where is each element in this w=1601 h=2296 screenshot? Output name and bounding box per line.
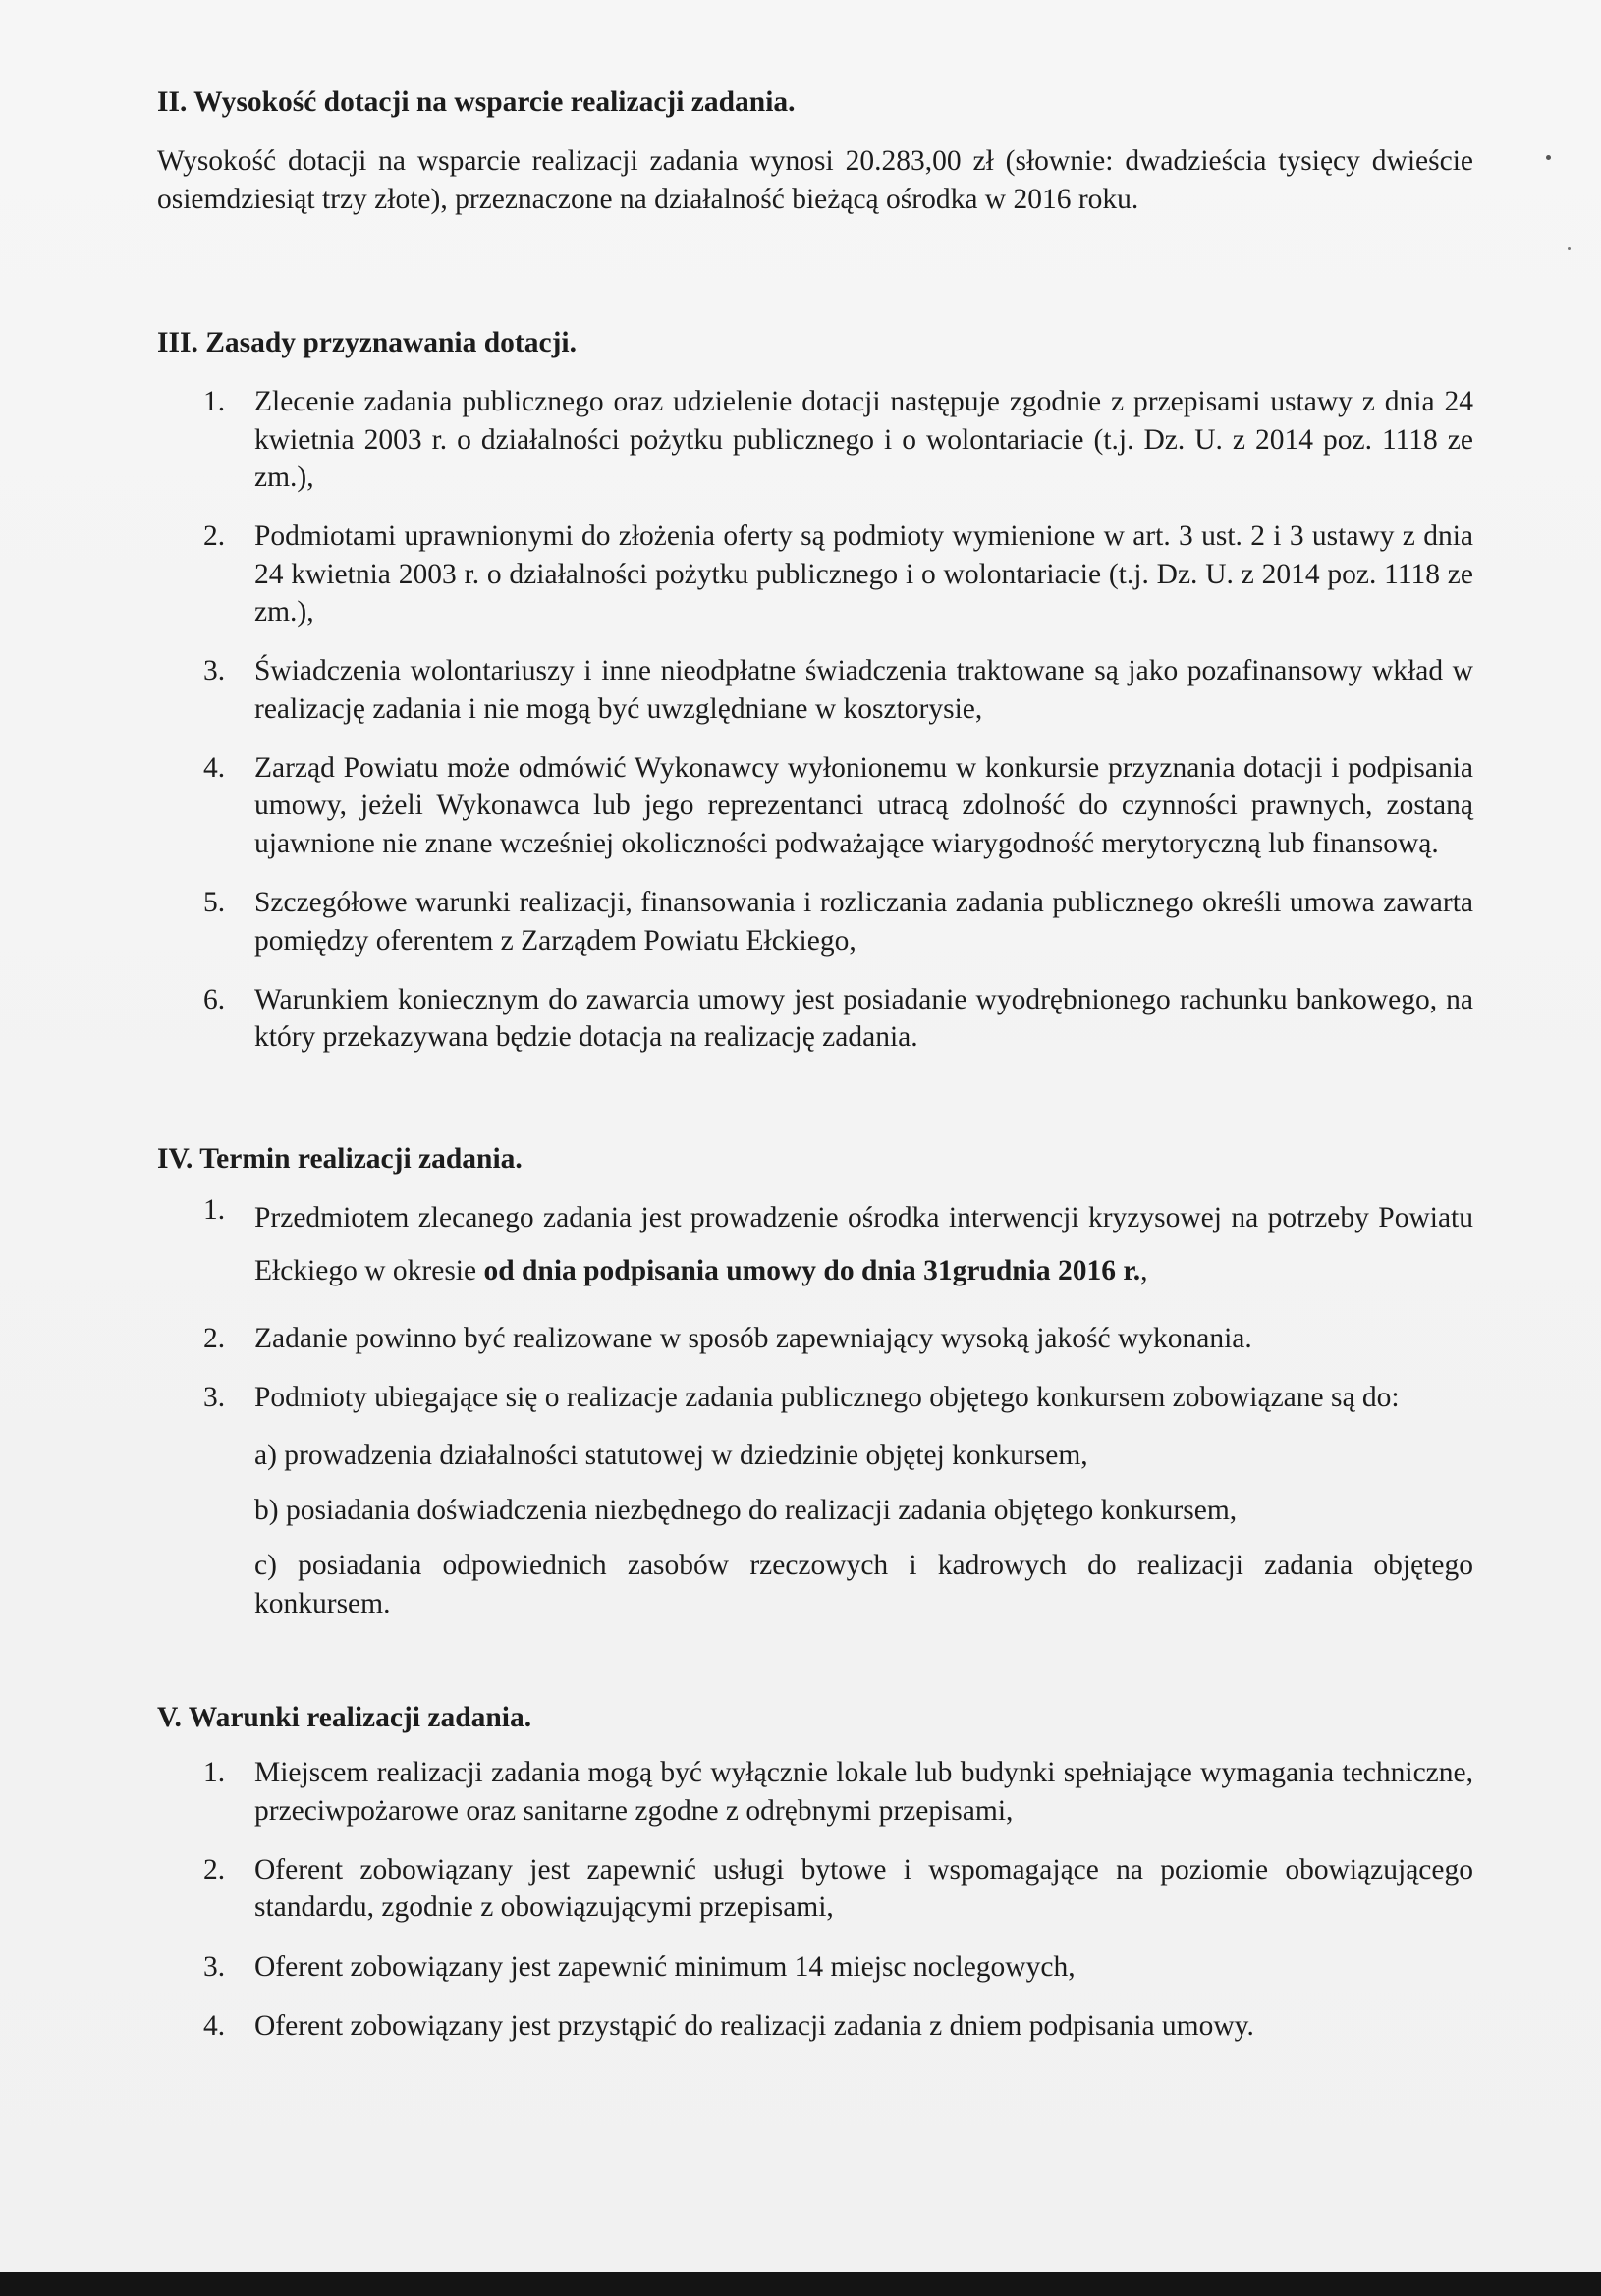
item-number: 4. xyxy=(203,2010,226,2043)
list-item xyxy=(157,884,1473,959)
item-text: Podmioty ubiegające się o realizacje zadania publicznego objętego konkursem zobowiązane są do: xyxy=(254,1382,1400,1414)
list-item xyxy=(157,518,1473,630)
item-text: Zarząd Powiatu może odmówić Wykonawcy wyłonionemu w konkursie przyznania dotacji i podpisania umowy, jeżeli Wykonawca lub jego reprezentanci utracą zdolność do czynności prawnych, zostaną ujawnione nie znane wcześniej okoliczności podważające wiarygodność merytoryczną lub finansową. xyxy=(254,752,1473,859)
item-text: Świadczenia wolontariuszy i inne nieodpłatne świadczenia traktowane są jako pozafinansowy wkład w realizację zadania i nie mogą być uwzględniane w kosztorysie, xyxy=(254,655,1473,725)
item-number: 1. xyxy=(203,1757,226,1789)
item-number: 2. xyxy=(203,1323,226,1354)
item-text-part: Przedmiotem zlecanego zadania jest prowadzenie ośrodka interwencji kryzysowej na potrzeby Powiatu Ełckiego w okresie xyxy=(254,1201,1473,1287)
list-item xyxy=(157,2007,1473,2045)
item-number: 4. xyxy=(203,752,226,785)
item-number: 2. xyxy=(203,1854,226,1886)
scan-speck xyxy=(1568,247,1571,250)
scan-speck xyxy=(1546,155,1551,160)
list-item xyxy=(157,1948,1473,1986)
document-body xyxy=(157,83,1473,2066)
section-2 xyxy=(157,83,1473,218)
list-item xyxy=(157,1320,1473,1357)
list-item xyxy=(157,749,1473,862)
item-text-block xyxy=(254,1379,1473,1622)
list-item xyxy=(157,383,1473,496)
item-text: Szczegółowe warunki realizacji, finansowania i rozliczania zadania publicznego określi umowa zawarta pomiędzy oferentem z Zarządem Powiatu Ełckiego, xyxy=(254,887,1473,957)
section-heading: IV. Termin realizacji zadania. xyxy=(157,1142,523,1175)
item-number: 1. xyxy=(203,1193,226,1226)
item-number: 2. xyxy=(203,520,226,553)
numbered-list xyxy=(157,1191,1473,1622)
list-item xyxy=(157,1754,1473,1830)
sub-item: b) posiadania doświadczenia niezbędnego do realizacji zadania objętego konkursem, xyxy=(254,1495,1238,1527)
section-heading: II. Wysokość dotacji na wsparcie realizacji zadania. xyxy=(157,86,796,118)
numbered-list xyxy=(157,1754,1473,2045)
period-bold-text: od dnia podpisania umowy do dnia 31grudnia 2016 r. xyxy=(483,1255,1141,1287)
section-5 xyxy=(157,1699,1473,2045)
section-4 xyxy=(157,1140,1473,1623)
item-text: Warunkiem koniecznym do zawarcia umowy jest posiadanie wyodrębnionego rachunku bankowego, na który przekazywana będzie dotacja na realizację zadania. xyxy=(254,983,1473,1054)
item-text: Oferent zobowiązany jest zapewnić minimum 14 miejsc noclegowych, xyxy=(254,1950,1076,1983)
list-item xyxy=(157,1851,1473,1927)
section-heading: V. Warunki realizacji zadania. xyxy=(157,1702,532,1734)
section-3 xyxy=(157,324,1473,1057)
item-number: 1. xyxy=(203,386,226,418)
item-text: Zadanie powinno być realizowane w sposób zapewniający wysoką jakość wykonania. xyxy=(254,1323,1252,1354)
list-item xyxy=(157,1379,1473,1622)
item-number: 5. xyxy=(203,887,226,919)
sub-item: c) posiadania odpowiednich zasobów rzeczowych i kadrowych do realizacji zadania objętego konkursem. xyxy=(254,1550,1473,1619)
item-text: Oferent zobowiązany jest przystąpić do realizacji zadania z dniem podpisania umowy. xyxy=(254,2010,1254,2043)
item-text: Podmiotami uprawnionymi do złożenia oferty są podmioty wymienione w art. 3 ust. 2 i 3 ustawy z dnia 24 kwietnia 2003 r. o działalności pożytku publicznego i o wolontariacie (t.j. Dz. U. z 2014 poz. 1118 ze zm.), xyxy=(254,520,1473,629)
list-item xyxy=(157,652,1473,728)
sub-item: a) prowadzenia działalności statutowej w dziedzinie objętej konkursem, xyxy=(254,1439,1088,1471)
item-text-part: , xyxy=(1140,1255,1148,1287)
list-item xyxy=(157,1191,1473,1298)
item-text: Miejscem realizacji zadania mogą być wyłącznie lokale lub budynki spełniające wymagania techniczne, przeciwpożarowe oraz sanitarne zgodne z odrębnymi przepisami, xyxy=(254,1757,1473,1827)
section-paragraph: Wysokość dotacji na wsparcie realizacji zadania wynosi 20.283,00 zł (słownie: dwadzieścia tysięcy dwieście osiemdziesiąt trzy złote), przeznaczone na działalność bieżącą ośrodka w 2016 roku. xyxy=(157,145,1473,215)
scan-bottom-edge xyxy=(0,2272,1601,2296)
item-number: 6. xyxy=(203,983,226,1015)
item-number: 3. xyxy=(203,655,226,687)
item-number: 3. xyxy=(203,1950,226,1983)
list-item xyxy=(157,981,1473,1057)
item-text: Zlecenie zadania publicznego oraz udzielenie dotacji następuje zgodnie z przepisami ustawy z dnia 24 kwietnia 2003 r. o działalności pożytku publicznego i o wolontariacie (t.j. Dz. U. z 2014 poz. 1118 ze zm.), xyxy=(254,386,1473,494)
section-heading: III. Zasady przyznawania dotacji. xyxy=(157,327,577,359)
numbered-list xyxy=(157,383,1473,1056)
item-number: 3. xyxy=(203,1382,226,1414)
item-text: Oferent zobowiązany jest zapewnić usługi bytowe i wspomagające na poziomie obowiązującego standardu, zgodnie z obowiązującymi przepisami, xyxy=(254,1854,1473,1924)
item-text xyxy=(254,1191,1473,1298)
